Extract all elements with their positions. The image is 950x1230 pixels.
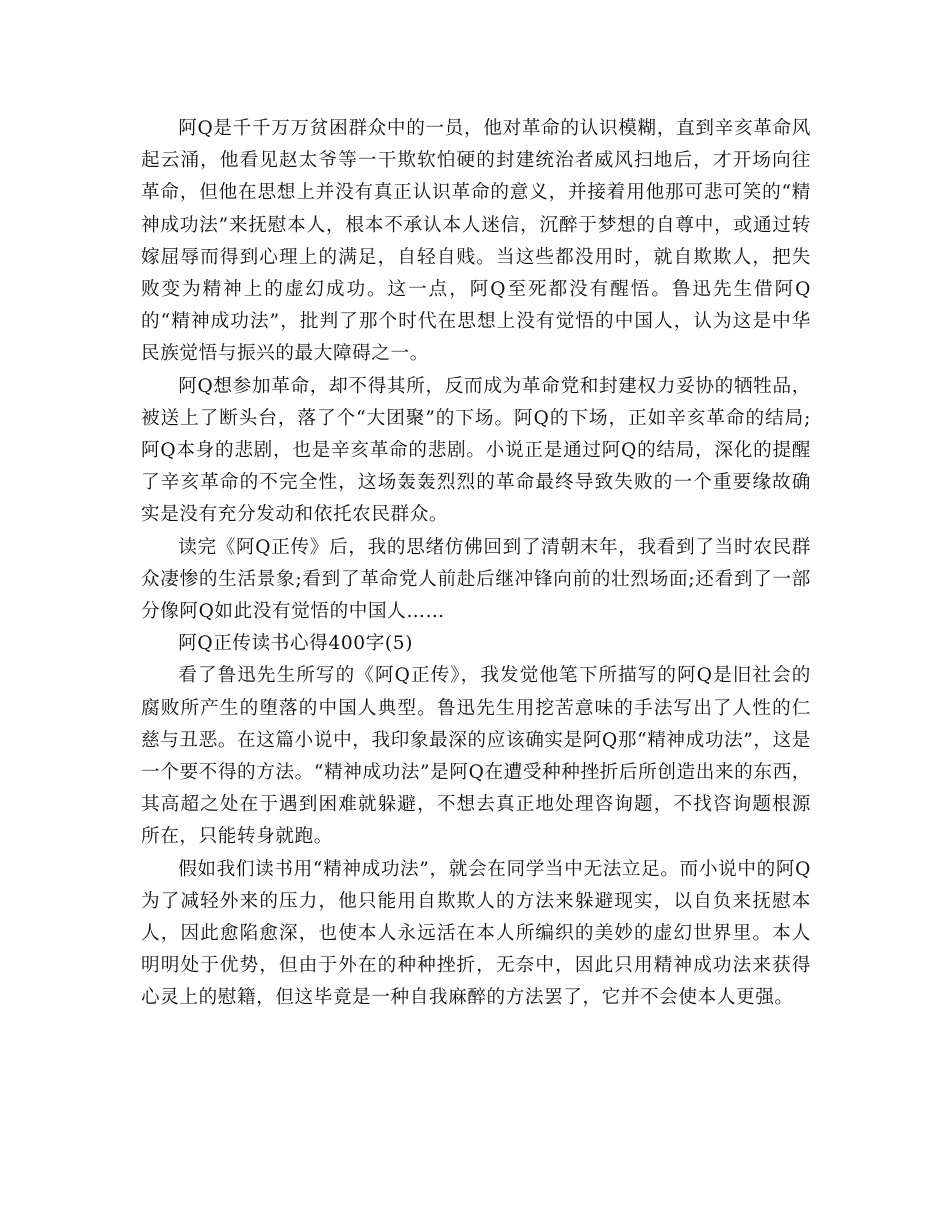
- paragraph-5: 假如我们读书用“精神成功法”，就会在同学当中无法立足。而小说中的阿Q为了减轻外来的压力，他只能用自欺欺人的方法来躲避现实，以自负来抚慰本人，因此愈陷愈深，也使本人永远活在本人所编织的美妙的虚幻世界里。本人明明处于优势，但由于外在的种种挫折，无奈中，因此只用精神成功法来获得心灵上的慰籍，但这毕竟是一种自我麻醉的方法罢了，它并不会使本人更强。: [141, 858, 811, 1009]
- paragraph-3: 读完《阿Q正传》后，我的思绪仿佛回到了清朝末年，我看到了当时农民群众凄惨的生活景象;看到了革命党人前赴后继冲锋向前的壮烈场面;还看到了一部分像阿Q如此没有觉悟的中国人……: [141, 536, 811, 623]
- paragraph-2: 阿Q想参加革命，却不得其所，反而成为革命党和封建权力妥协的牺牲品，被送上了断头台，落了个“大团聚”的下场。阿Q的下场，正如辛亥革命的结局;阿Q本身的悲剧，也是辛亥革命的悲剧。小说正是通过阿Q的结局，深化的提醒了辛亥革命的不完全性，这场轰轰烈烈的革命最终导致失败的一个重要缘故确实是没有充分发动和依托农民群众。: [141, 375, 811, 526]
- paragraph-4: 看了鲁迅先生所写的《阿Q正传》，我发觉他笔下所描写的阿Q是旧社会的腐败所产生的堕落的中国人典型。鲁迅先生用挖苦意味的手法写出了人性的仁慈与丑恶。在这篇小说中，我印象最深的应该确实是阿Q那“精神成功法”，这是一个要不得的方法。“精神成功法”是阿Q在遭受种种挫折后所创造出来的东西，其高超之处在于遇到困难就躲避，不想去真正地处理咨询题，不找咨询题根源所在，只能转身就跑。: [141, 665, 811, 848]
- paragraph-1: 阿Q是千千万万贫困群众中的一员，他对革命的认识模糊，直到辛亥革命风起云涌，他看见赵太爷等一干欺软怕硬的封建统治者威风扫地后，才开场向往革命，但他在思想上并没有真正认识革命的意义，并接着用他那可悲可笑的“精神成功法”来抚慰本人，根本不承认本人迷信，沉醉于梦想的自尊中，或通过转嫁屈辱而得到心理上的满足，自轻自贱。当这些都没用时，就自欺欺人，把失败变为精神上的虚幻成功。这一点，阿Q至死都没有醒悟。鲁迅先生借阿Q的“精神成功法”，批判了那个时代在思想上没有觉悟的中国人，认为这是中华民族觉悟与振兴的最大障碍之一。: [141, 118, 811, 365]
- document-body: [141, 113, 811, 1015]
- section-heading: 阿Q正传读书心得400字(5): [178, 633, 414, 655]
